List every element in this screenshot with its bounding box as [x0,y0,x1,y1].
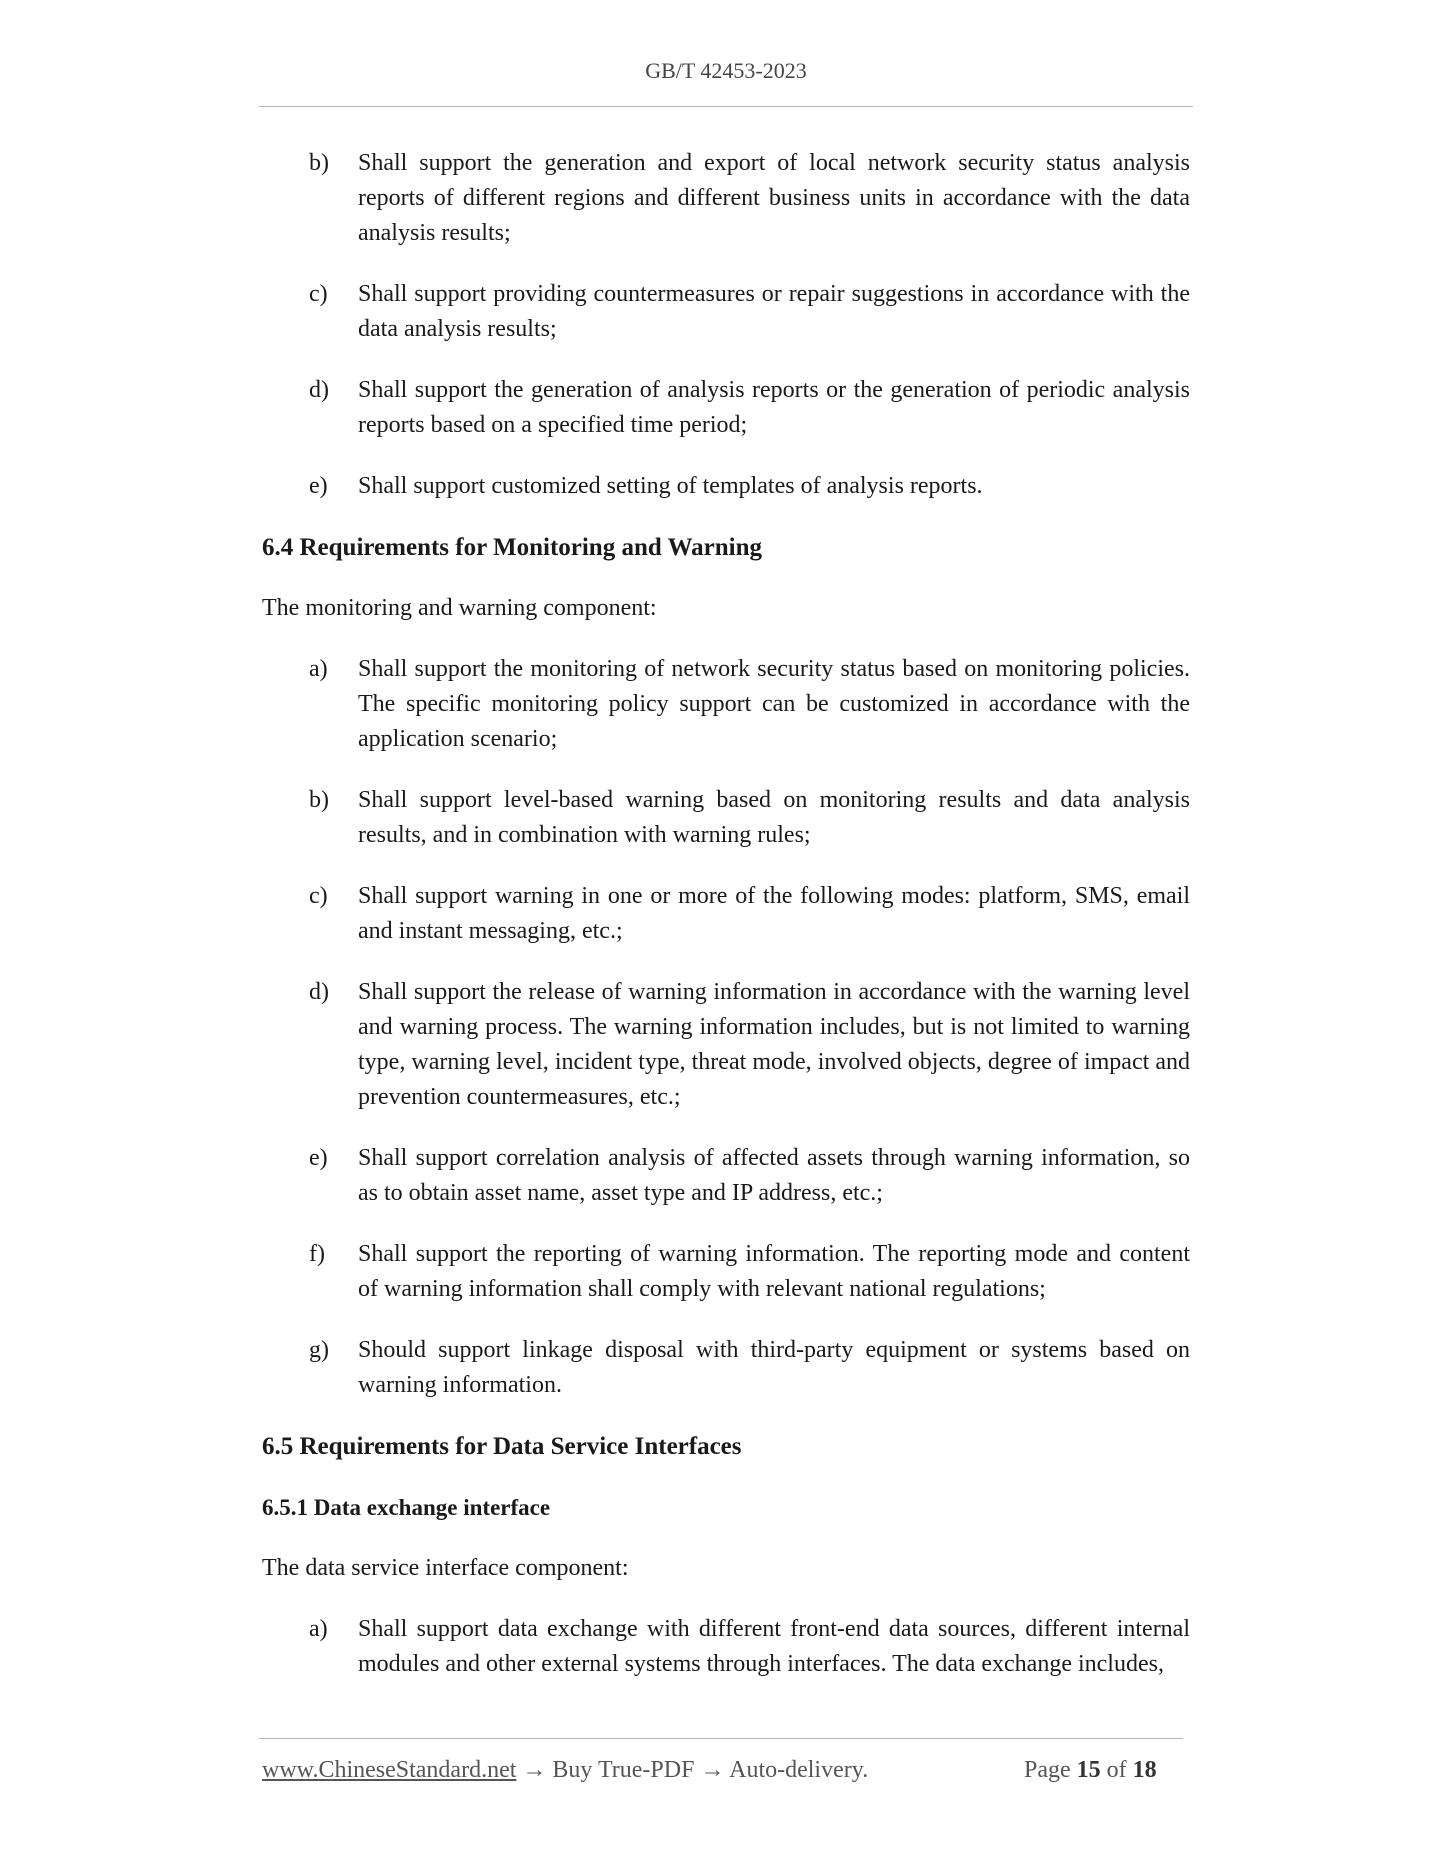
page-number [1024,1757,1157,1784]
of-word: of [1106,1757,1127,1783]
section-heading-6-4: 6.4 Requirements for Monitoring and Warning [262,534,763,561]
footer-promo [262,1757,868,1784]
list-marker: d) [309,979,329,1005]
list-marker: a) [309,656,328,682]
list-item [262,1333,1190,1403]
page-total: 18 [1132,1757,1157,1783]
list-item [262,879,1190,949]
section-heading-6-5: 6.5 Requirements for Data Service Interfaces [262,1433,742,1460]
list-text: Shall support warning in one or more of the following modes: platform, SMS, email and instant messaging, etc.; [358,883,1190,944]
list-marker: a) [309,1616,328,1642]
list-marker: e) [309,473,328,499]
list-text: Shall support customized setting of templates of analysis reports. [358,473,983,499]
list-item [262,652,1190,757]
subsection-heading-6-5-1: 6.5.1 Data exchange interface [262,1495,551,1520]
page-current: 15 [1076,1757,1101,1783]
header-divider [259,106,1193,107]
list-text: Shall support providing countermeasures or repair suggestions in accordance with the data analysis results; [358,281,1190,342]
page-header: GB/T 42453-2023 [645,58,807,83]
section-intro: The monitoring and warning component: [262,595,657,621]
list-item [262,373,1190,443]
list-item [262,1237,1190,1307]
list-item [262,469,1190,504]
list-text: Shall support correlation analysis of affected assets through warning information, so as to obtain asset name, asset type and IP address, etc.; [358,1145,1190,1206]
list-item [262,277,1190,347]
list-marker: g) [309,1337,329,1363]
list-marker: c) [309,281,328,307]
page-word: Page [1024,1757,1071,1783]
list-marker: e) [309,1145,328,1171]
list-item [262,975,1190,1115]
footer-tagline: → Buy True-PDF → Auto-delivery. [516,1757,869,1783]
list-marker: b) [309,787,329,813]
site-link[interactable]: www.ChineseStandard.net [262,1757,517,1783]
list-marker: d) [309,377,329,403]
list-text: Shall support the monitoring of network security status based on monitoring policies. The specific monitoring policy support can be customized in accordance with the application scenario; [358,656,1190,752]
list-text: Shall support the reporting of warning information. The reporting mode and content of warning information shall comply with relevant national regulations; [358,1241,1190,1302]
footer-divider [259,1738,1183,1739]
list-item [262,783,1190,853]
list-marker: f) [309,1241,325,1267]
list-item [262,1141,1190,1211]
list-text: Shall support level-based warning based on monitoring results and data analysis results, and in combination with warning rules; [358,787,1190,848]
list-text: Shall support data exchange with different front-end data sources, different internal modules and other external systems through interfaces. The data exchange includes, [358,1616,1190,1677]
list-marker: b) [309,150,329,176]
page-content [262,146,1190,1708]
list-text: Shall support the generation of analysis reports or the generation of periodic analysis reports based on a specified time period; [358,377,1190,438]
list-text: Shall support the release of warning information in accordance with the warning level and warning process. The warning information includes, but is not limited to warning type, warning level, incident type, threat mode, involved objects, degree of impact and prevention countermeasures, etc.; [358,979,1190,1110]
section-intro: The data service interface component: [262,1555,629,1581]
list-item [262,146,1190,251]
list-item [262,1612,1190,1682]
list-text: Should support linkage disposal with third-party equipment or systems based on warning information. [358,1337,1190,1398]
list-text: Shall support the generation and export of local network security status analysis reports of different regions and different business units in accordance with the data analysis results; [358,150,1190,246]
list-marker: c) [309,883,328,909]
